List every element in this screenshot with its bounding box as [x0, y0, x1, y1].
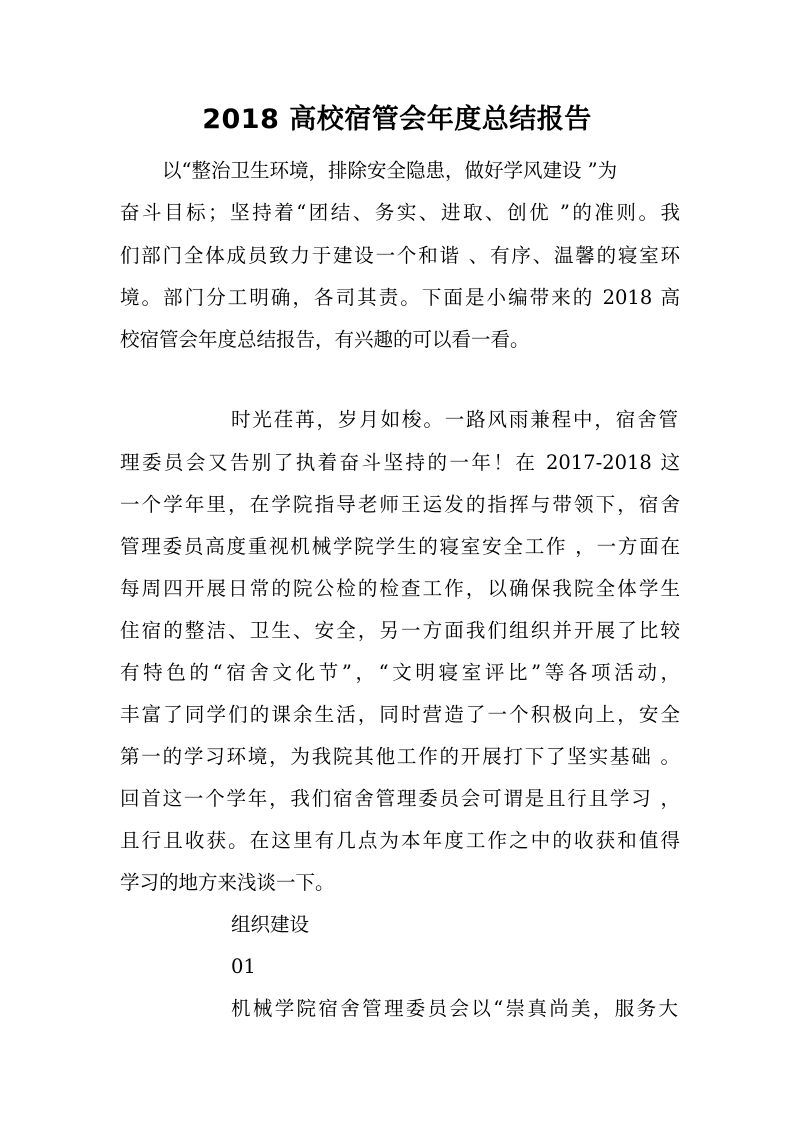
intro-line: 校宿管会年度总结报告，有兴趣的可以看一看。	[120, 328, 530, 351]
section-heading: 组织建设	[231, 913, 310, 936]
body-line: 一个学年里，在学院指导老师王运发的指挥与带领下，宿舍	[120, 493, 680, 516]
intro-line: 境。部门分工明确，各司其责。下面是小编带来的 2018 高	[120, 286, 680, 309]
body-line: 丰富了同学们的课余生活，同时营造了一个积极向上，安全	[120, 703, 680, 726]
body-line: 学习的地方来浅谈一下。	[120, 871, 335, 894]
document-title: 2018 高校宿管会年度总结报告	[202, 104, 592, 135]
section-line: 机械学院宿舍管理委员会以“崇真尚美，服务大	[231, 997, 678, 1020]
body-line: 管理委员高度重视机械学院学生的寝室安全工作 ，一方面在	[120, 535, 680, 558]
intro-line: 以“整治卫生环境，排除安全隐患，做好学风建设 ”为	[162, 159, 618, 182]
body-line: 理委员会又告别了执着奋斗坚持的一年！在 2017-2018 这	[120, 451, 680, 474]
section-number: 01	[231, 955, 256, 978]
body-line: 且行且收获。在这里有几点为本年度工作之中的收获和值得	[120, 829, 680, 852]
body-line: 住宿的整洁、卫生、安全，另一方面我们组织并开展了比较	[120, 619, 680, 642]
body-line: 有特色的“宿舍文化节”，“文明寝室评比”等各项活动，	[120, 661, 680, 684]
intro-line: 奋斗目标；坚持着“团结、务实、进取、创优 ”的准则。我	[120, 201, 680, 224]
intro-line: 们部门全体成员致力于建设一个和谐 、有序、温馨的寝室环	[120, 244, 680, 267]
body-line: 每周四开展日常的院公检的检查工作，以确保我院全体学生	[120, 577, 680, 600]
body-line: 回首这一个学年，我们宿舍管理委员会可谓是且行且学习 ，	[120, 787, 680, 810]
body-line: 时光荏苒，岁月如梭。一路风雨兼程中，宿舍管	[231, 408, 678, 431]
body-line: 第一的学习环境，为我院其他工作的开展打下了坚实基础 。	[120, 745, 680, 768]
